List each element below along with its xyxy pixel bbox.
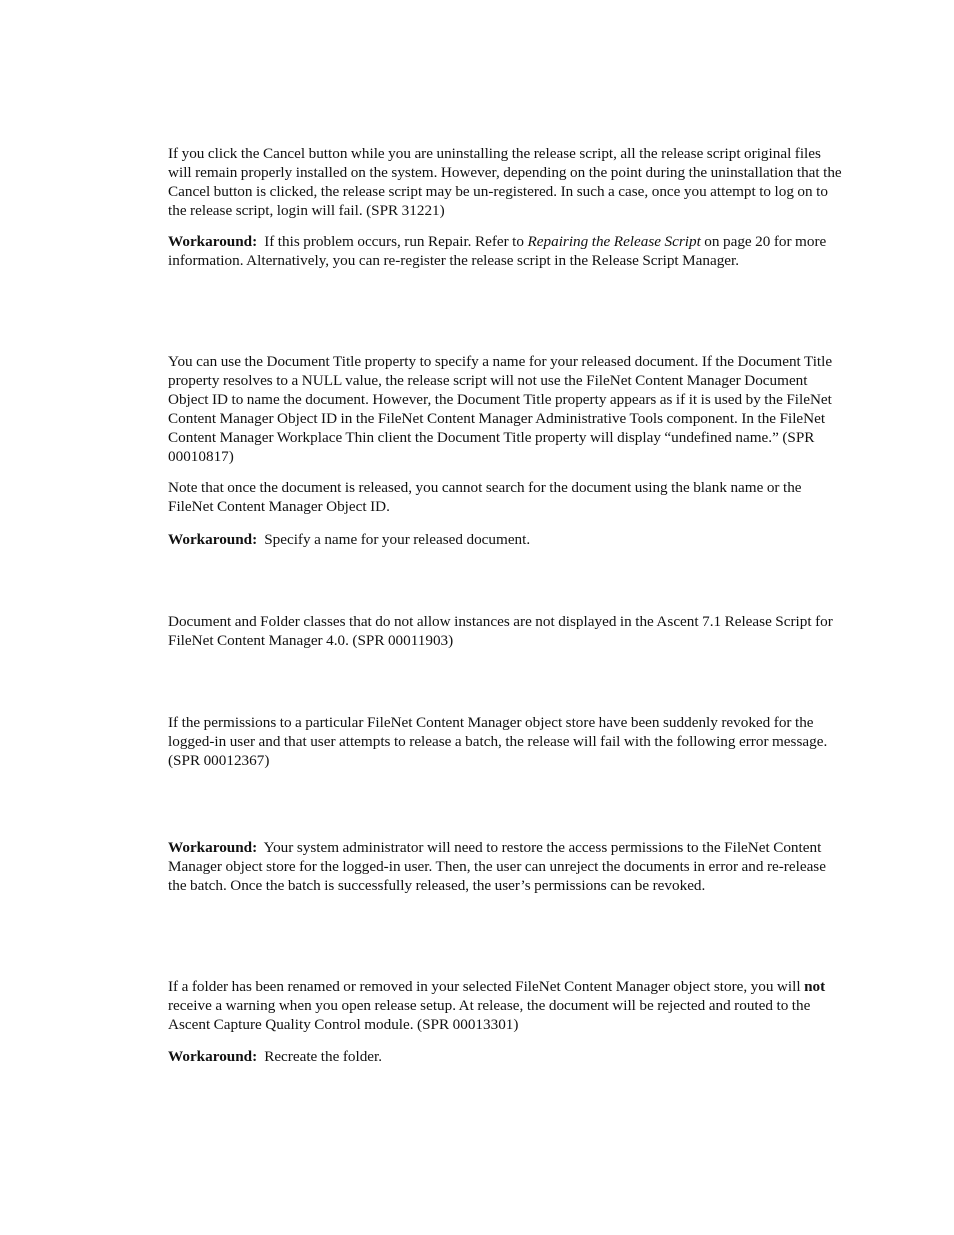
- folder-renamed-workaround: [168, 1047, 844, 1066]
- permissions-revoked-workaround: [168, 838, 844, 895]
- workaround-label: Workaround:: [168, 839, 258, 856]
- workaround-text-post: on page 20 for more information. Alternatively, you can re-register the release script in the Release Script Manager.: [168, 233, 827, 269]
- workaround-label: Workaround:: [168, 1048, 258, 1065]
- document-title-workaround: [168, 530, 844, 549]
- workaround-text-pre: If this problem occurs, run Repair. Refer to: [264, 233, 528, 250]
- workaround-text: Specify a name for your released document.: [264, 531, 531, 548]
- permissions-revoked-paragraph: If the permissions to a particular FileNet Content Manager object store have been suddenly revoked for the logged-in user and that user attempts to release a batch, the release will fail with the following error message. (SPR 00012367): [168, 714, 828, 769]
- folder-renamed-paragraph: [168, 977, 844, 1034]
- cancel-uninstall-workaround: [168, 232, 844, 270]
- cross-reference-link[interactable]: Repairing the Release Script: [527, 233, 701, 250]
- folder-renamed-text-pre: If a folder has been renamed or removed in your selected FileNet Content Manager object store, you will: [168, 978, 805, 995]
- classes-not-displayed-paragraph: Document and Folder classes that do not allow instances are not displayed in the Ascent 7.1 Release Script for FileNet Content Manager 4.0. (SPR 00011903): [168, 613, 833, 649]
- folder-renamed-text-post: receive a warning when you open release setup. At release, the document will be rejected and routed to the Ascent Capture Quality Control module. (SPR 00013301): [168, 997, 811, 1033]
- workaround-text: Your system administrator will need to restore the access permissions to the FileNet Content Manager object store for the logged-in user. Then, the user can unreject the documents in error and re-release the batch. Once the batch is successfully released, the user’s permissions can be revoked.: [168, 839, 826, 894]
- document-title-note-paragraph: Note that once the document is released, you cannot search for the document using the blank name or the FileNet Content Manager Object ID.: [168, 479, 802, 515]
- cancel-uninstall-paragraph: If you click the Cancel button while you are uninstalling the release script, all the release script original files will remain properly installed on the system. However, depending on the point during the uninstallation that the Cancel button is clicked, the release script may be un-registered. In such a case, once you attempt to log on to the release script, login will fail. (SPR 31221): [168, 145, 842, 219]
- workaround-text: Recreate the folder.: [264, 1048, 383, 1065]
- workaround-label: Workaround:: [168, 233, 258, 250]
- emphasis-not: not: [804, 978, 826, 995]
- document-title-paragraph: You can use the Document Title property to specify a name for your released document. If the Document Title property resolves to a NULL value, the release script will not use the FileNet Content Manager Document Object ID to name the document. However, the Document Title property appears as if it is used by the FileNet Content Manager Object ID in the FileNet Content Manager Administrative Tools component. In the FileNet Content Manager Workplace Thin client the Document Title property will display “undefined name.” (SPR 00010817): [168, 353, 833, 465]
- workaround-label: Workaround:: [168, 531, 258, 548]
